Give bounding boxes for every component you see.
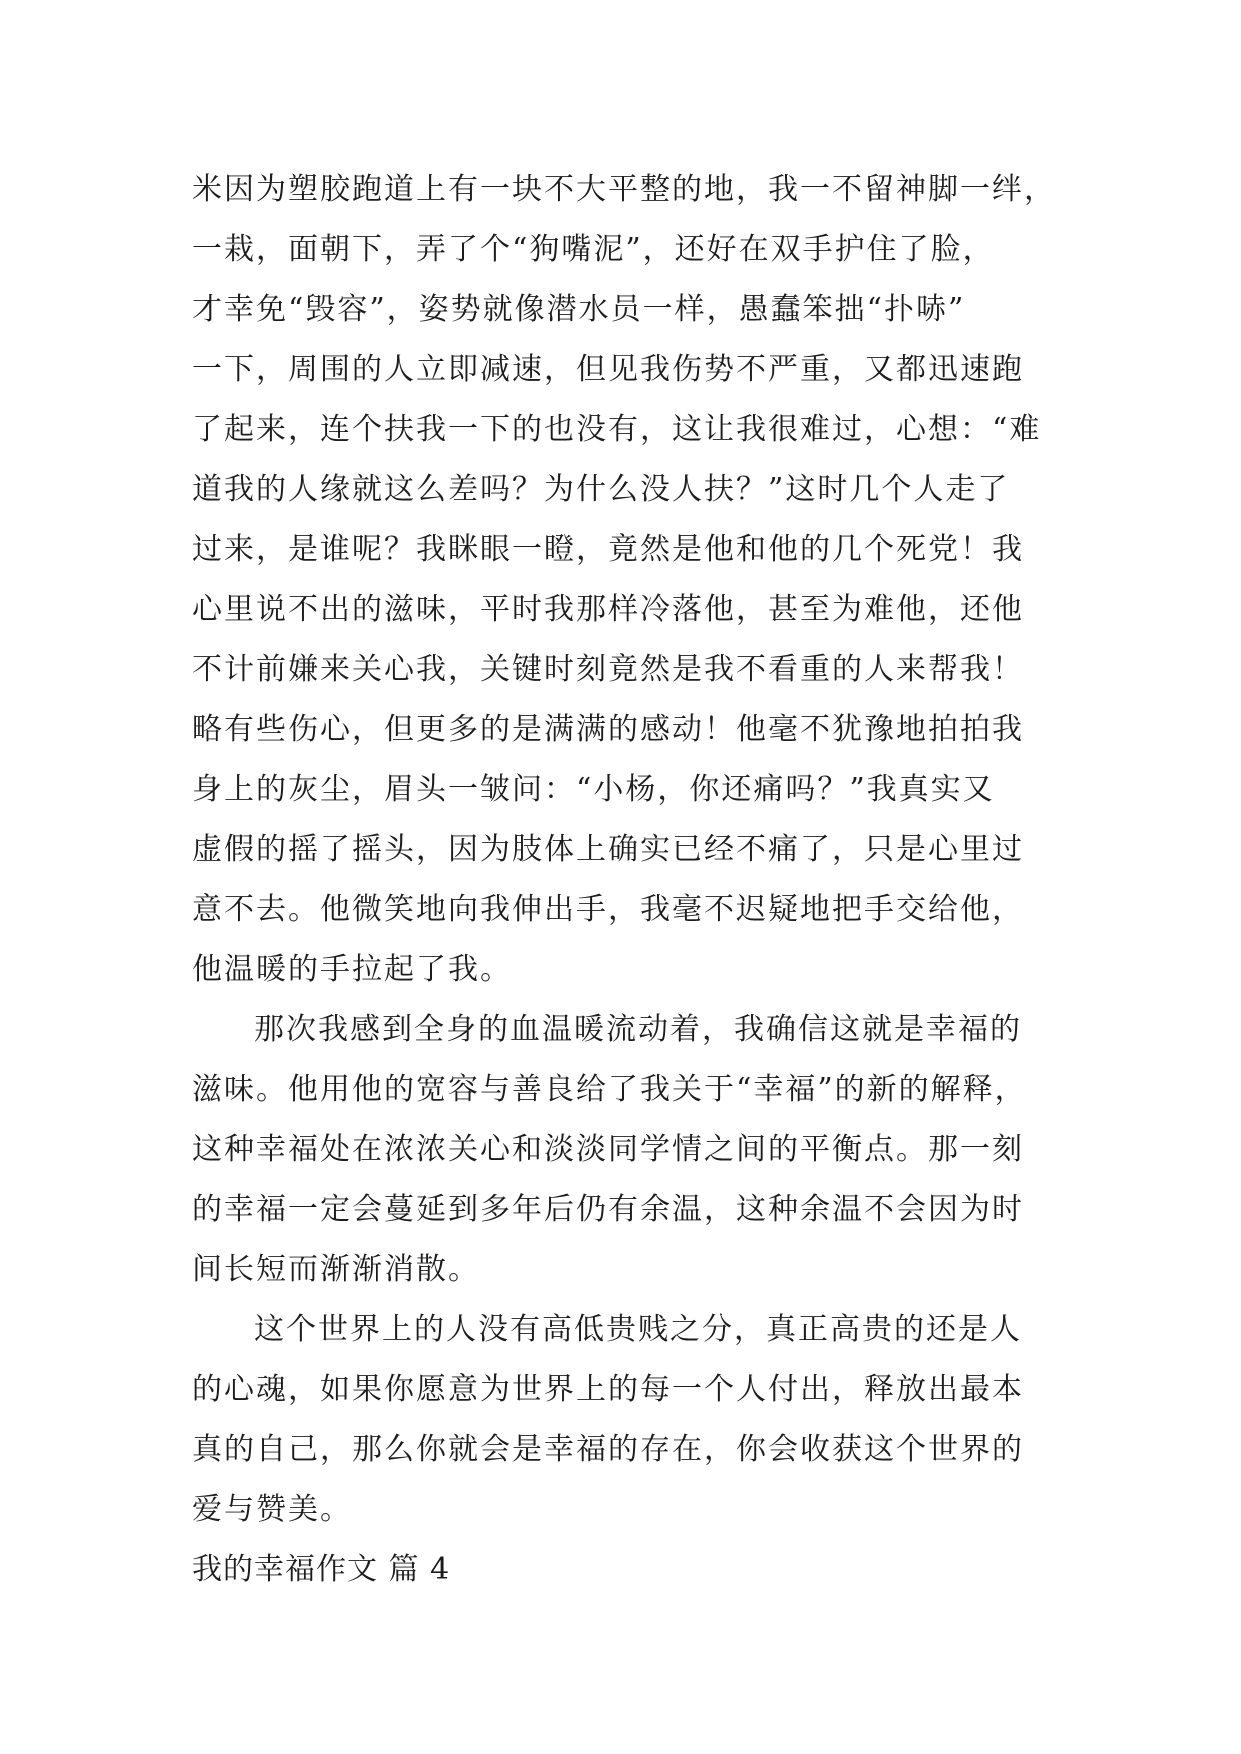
text-line: 的幸福一定会蔓延到多年后仍有余温，这种余温不会因为时 xyxy=(192,1192,1024,1227)
text-line: 意不去。他微笑地向我伸出手，我毫不迟疑地把手交给他， xyxy=(192,892,1024,927)
text-line: 道我的人缘就这么差吗？为什么没人扶？”这时几个人走了 xyxy=(192,472,1010,507)
text-line: 心里说不出的滋味，平时我那样冷落他，甚至为难他，还他 xyxy=(192,592,1024,627)
text-line: 的心魂，如果你愿意为世界上的每一个人付出，释放出最本 xyxy=(192,1372,1024,1407)
paragraph-first-line: 那次我感到全身的血温暖流动着，我确信这就是幸福的 xyxy=(254,1012,1022,1047)
text-line: 虚假的摇了摇头，因为肢体上确实已经不痛了，只是心里过 xyxy=(192,832,1024,867)
text-line: 这种幸福处在浓浓关心和淡淡同学情之间的平衡点。那一刻 xyxy=(192,1132,1024,1167)
text-line: 真的自己，那么你就会是幸福的存在，你会收获这个世界的 xyxy=(192,1432,1024,1467)
text-line: 滋味。他用他的宽容与善良给了我关于“幸福”的新的解释， xyxy=(192,1072,1027,1107)
text-line: 不计前嫌来关心我，关键时刻竟然是我不看重的人来帮我！ xyxy=(192,652,1024,687)
text-line: 他温暖的手拉起了我。 xyxy=(192,952,512,987)
section-heading: 我的幸福作文 篇 4 xyxy=(192,1552,451,1587)
essay-body xyxy=(192,160,1092,1600)
text-line: 爱与赞美。 xyxy=(192,1492,352,1527)
text-line: 才幸免“毁容”，姿势就像潜水员一样，愚蠢笨拙“扑哧” xyxy=(192,292,966,327)
text-line: 一下，周围的人立即减速，但见我伤势不严重，又都迅速跑 xyxy=(192,352,1024,387)
text-line: 米因为塑胶跑道上有一块不大平整的地，我一不留神脚一绊， xyxy=(192,172,1056,207)
text-line: 略有些伤心，但更多的是满满的感动！他毫不犹豫地拍拍我 xyxy=(192,712,1024,747)
text-line: 过来，是谁呢？我眯眼一瞪，竟然是他和他的几个死党！我 xyxy=(192,532,1024,567)
text-line: 了起来，连个扶我一下的也没有，这让我很难过，心想：“难 xyxy=(192,412,1042,447)
text-line: 间长短而渐渐消散。 xyxy=(192,1252,480,1287)
paragraph-first-line: 这个世界上的人没有高低贵贱之分，真正高贵的还是人 xyxy=(254,1312,1022,1347)
text-line: 一栽，面朝下，弄了个“狗嘴泥”，还好在双手护住了脸， xyxy=(192,232,995,267)
text-line: 身上的灰尘，眉头一皱问：“小杨，你还痛吗？”我真实又 xyxy=(192,772,995,807)
